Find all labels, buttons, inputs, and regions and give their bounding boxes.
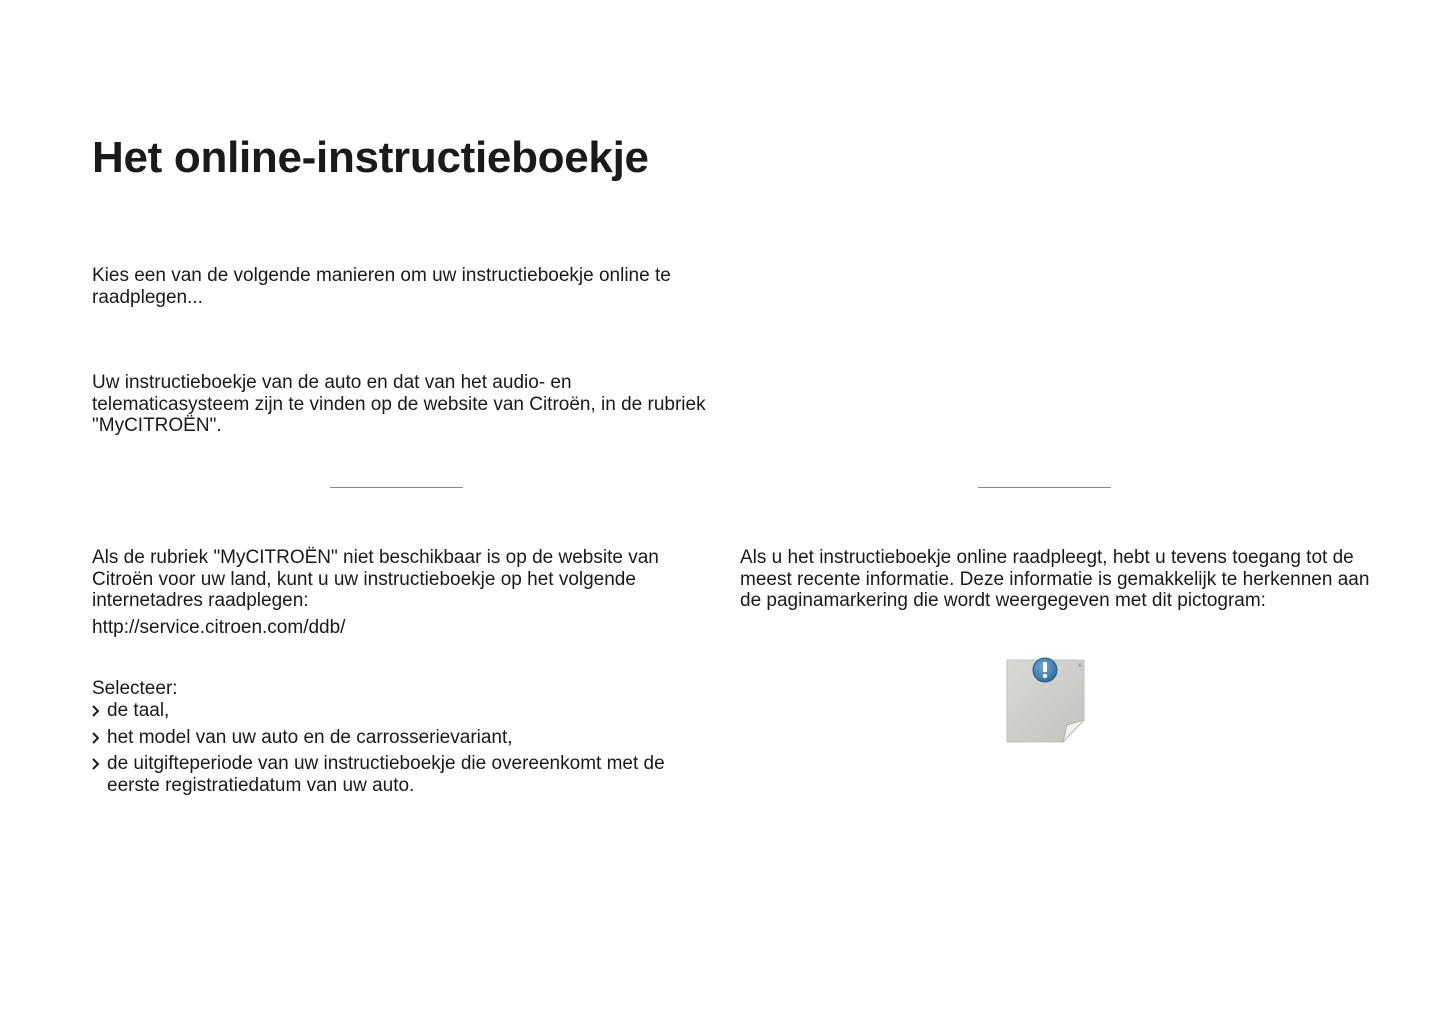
intro-text: Kies een van de volgende manieren om uw instructieboekje online te raadplegen...: [92, 265, 671, 308]
divider-left: [330, 487, 463, 488]
list-item: [92, 727, 692, 749]
select-label: Selecteer:: [92, 678, 178, 699]
chevron-right-icon: [92, 705, 99, 717]
page-update-notice-icon: [1005, 655, 1087, 745]
website-text: Uw instructieboekje van de auto en dat van het audio- en telematicasysteem zijn te vinden op de website van Citroën, in de rubriek "MyCITROËN".: [92, 372, 706, 436]
chevron-right-icon: [92, 732, 99, 744]
list-item-text: het model van uw auto en de carrosserievariant,: [107, 726, 513, 748]
select-list: [92, 700, 692, 801]
list-item-text: de uitgifteperiode van uw instructieboekje die overeenkomt met de eerste registratiedatum van uw auto.: [107, 753, 665, 796]
list-item: [92, 700, 692, 722]
list-item: [92, 753, 692, 796]
online-info-text: Als u het instructieboekje online raadpleegt, hebt u tevens toegang tot de meest recente informatie. Deze informatie is gemakkelijk te herkennen aan de paginamarkering die wordt weergegeven met dit pictogram:: [740, 547, 1370, 611]
chevron-right-icon: [92, 758, 99, 770]
service-url: http://service.citroen.com/ddb/: [92, 617, 346, 638]
divider-right: [978, 487, 1111, 488]
list-item-text: de taal,: [107, 700, 170, 721]
svg-text:x: x: [1078, 662, 1082, 669]
alternative-text: Als de rubriek "MyCITROËN" niet beschikbaar is op de website van Citroën voor uw land, kunt u uw instructieboekje op het volgende internetadres raadplegen:: [92, 547, 659, 611]
page-title: Het online-instructieboekje: [92, 133, 649, 182]
